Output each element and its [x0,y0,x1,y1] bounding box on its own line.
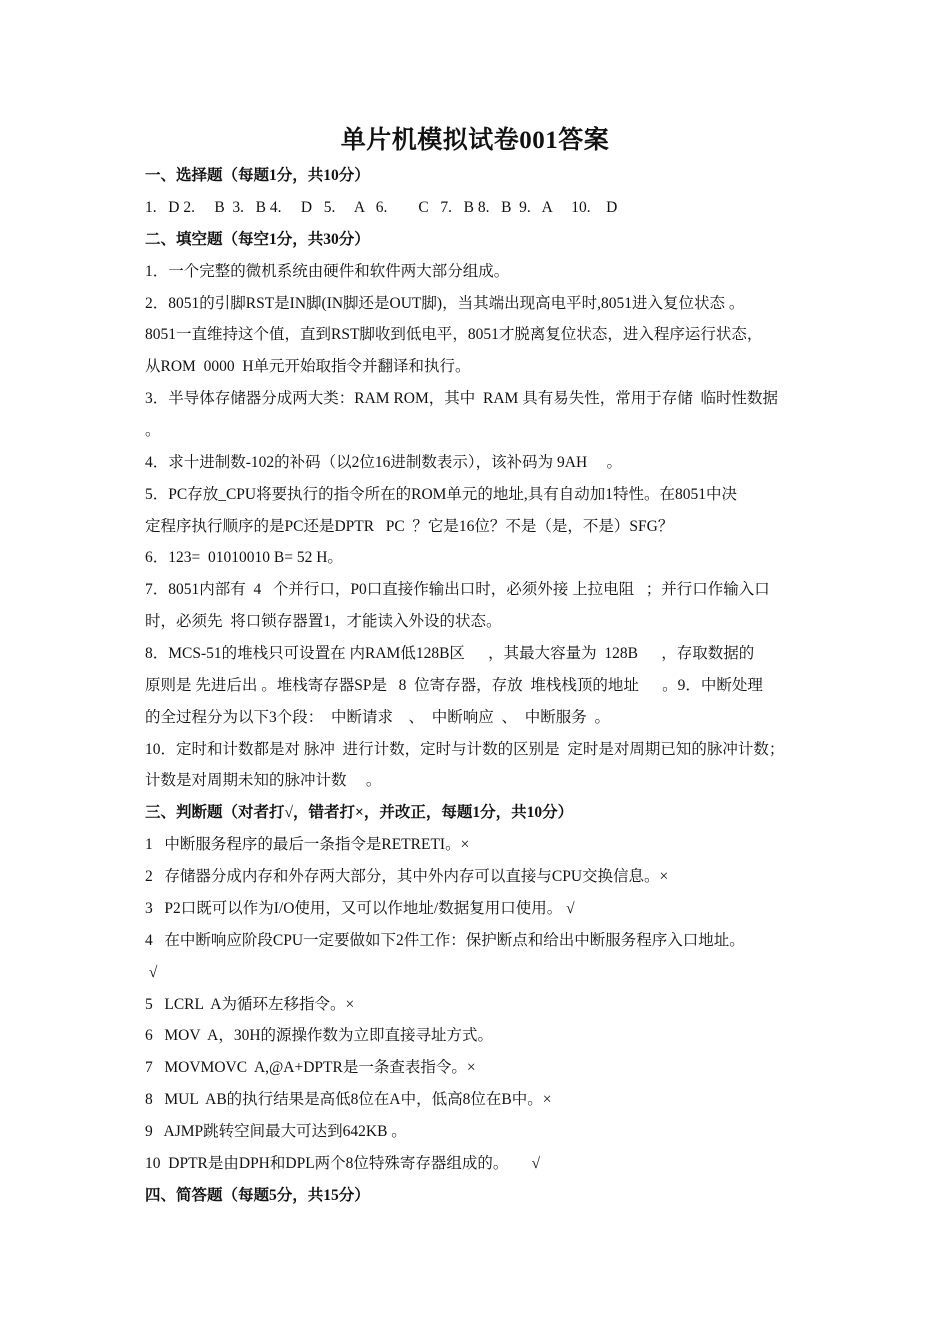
fill-blank-line: 3．半导体存储器分成两大类：RAM ROM，其中 RAM 具有易失性，常用于存储 临时性数据 [145,390,778,407]
section-heading-fill-blank: 二、填空题（每空1分，共30分） [145,231,370,248]
fill-blank-line: 从ROM 0000 H单元开始取指令并翻译和执行。 [145,358,471,375]
fill-blank-line: 计数是对周期未知的脉冲计数 。 [145,772,382,789]
fill-blank-line: 定程序执行顺序的是PC还是DPTR PC ？它是16位？不是（是，不是）SFG？ [145,518,674,535]
fill-blank-line: 的全过程分为以下3个段： 中断请求 、 中断响应 、 中断服务 。 [145,709,611,726]
true-false-item: 5 LCRL A为循环左移指令。× [145,996,355,1013]
true-false-item: 8 MUL AB的执行结果是高低8位在A中，低高8位在B中。× [145,1091,552,1108]
true-false-item: 7 MOVMOVC A,@A+DPTR是一条查表指令。× [145,1059,476,1076]
section-heading-short-answer: 四、简答题（每题5分，共15分） [145,1187,370,1204]
true-false-item: 10 DPTR是由DPH和DPL两个8位特殊寄存器组成的。 √ [145,1155,541,1172]
section-heading-true-false: 三、判断题（对者打√，错者打×，并改正，每题1分，共10分） [145,804,574,821]
fill-blank-line: 。 [145,422,161,439]
true-false-item: 9 AJMP跳转空间最大可达到642KB 。 [145,1123,407,1140]
section-heading-choice: 一、选择题（每题1分，共10分） [145,167,370,184]
fill-blank-line: 6．123= 01010010 B= 52 H。 [145,549,343,566]
true-false-item: 1 中断服务程序的最后一条指令是RETRETI。× [145,836,470,853]
fill-blank-line: 7．8051内部有 4 个并行口，P0口直接作输出口时，必须外接 上拉电阻 ；并行口作输入口 [145,581,770,598]
fill-blank-line: 2．8051的引脚RST是IN脚(IN脚还是OUT脚)，当其端出现高电平时,8051进入复位状态 。 [145,295,745,312]
fill-blank-line: 8．MCS-51的堆栈只可设置在 内RAM低128B区 ，其最大容量为 128B ，存取数据的 [145,645,755,662]
fill-blank-line: 10．定时和计数都是对 脉冲 进行计数，定时与计数的区别是 定时是对周期已知的脉冲计数； [145,741,785,758]
fill-blank-line: 1．一个完整的微机系统由硬件和软件两大部分组成。 [145,263,510,280]
true-false-item: 4 在中断响应阶段CPU一定要做如下2件工作：保护断点和给出中断服务程序入口地址。 [145,932,745,949]
choice-answers: 1. D 2. B 3. B 4. D 5. A 6. C 7. B 8. B 9. A 10. D [145,199,618,216]
fill-blank-line: 4．求十进制数-102的补码（以2位16进制数表示），该补码为 9AH 。 [145,454,623,471]
fill-blank-line: 5．PC存放_CPU将要执行的指令所在的ROM单元的地址,具有自动加1特性。在8051中决 [145,486,738,503]
true-false-item: √ [145,964,158,981]
fill-blank-line: 原则是 先进后出 。堆栈寄存器SP是 8 位寄存器，存放 堆栈栈顶的地址 。9．中断处理 [145,677,763,694]
document-title: 单片机模拟试卷001答案 [340,127,610,154]
fill-blank-line: 时，必须先 将口锁存器置1，才能读入外设的状态。 [145,613,502,630]
true-false-item: 2 存储器分成内存和外存两大部分，其中外内存可以直接与CPU交换信息。× [145,868,669,885]
true-false-item: 6 MOV A，30H的源操作数为立即直接寻址方式。 [145,1027,494,1044]
true-false-item: 3 P2口既可以作为I/O使用，又可以作地址/数据复用口使用。 √ [145,900,575,917]
fill-blank-line: 8051一直维持这个值，直到RST脚收到低电平，8051才脱离复位状态，进入程序运行状态， [145,326,763,343]
